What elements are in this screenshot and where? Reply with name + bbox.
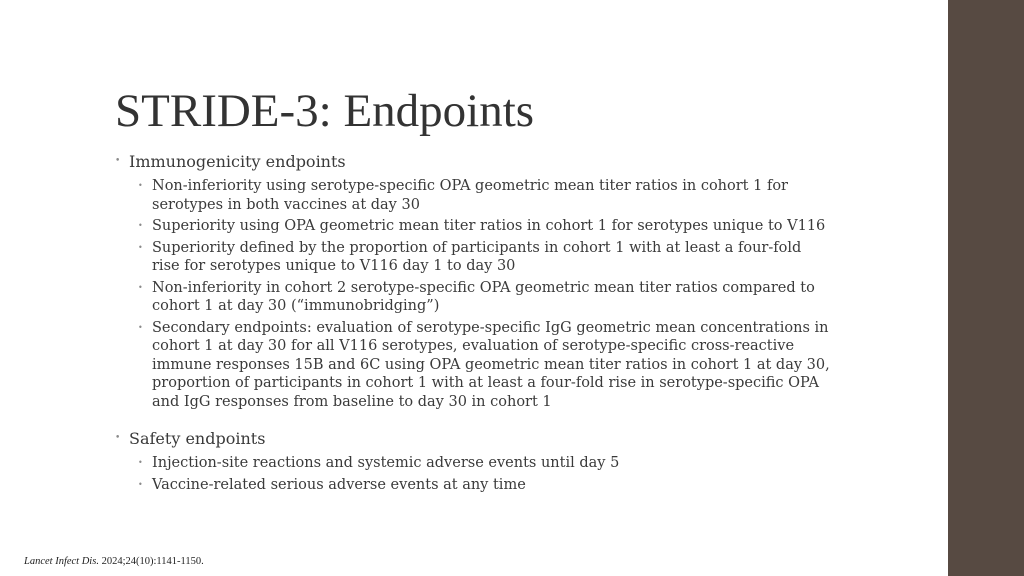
- list-item-text: Superiority defined by the proportion of participants in cohort 1 with at least a four-fold rise for serotypes unique to V116 day 1 to day 30: [152, 239, 802, 274]
- slide-content: [115, 151, 830, 494]
- list-item-text: Injection-site reactions and systemic adverse events until day 5: [152, 455, 620, 471]
- citation-reference: 2024;24(10):1141-1150.: [98, 556, 204, 567]
- bullet-icon: •: [138, 322, 143, 332]
- immunogenicity-section: [115, 151, 830, 411]
- list-item: [129, 319, 830, 412]
- bullet-icon: •: [138, 458, 143, 467]
- immunogenicity-heading: Immunogenicity endpoints: [129, 152, 346, 171]
- bullet-icon: •: [138, 479, 143, 489]
- bullet-icon: •: [138, 282, 143, 292]
- right-accent-bar: [948, 0, 1024, 576]
- list-item: [129, 177, 830, 214]
- safety-list: [129, 454, 830, 494]
- safety-section: [115, 428, 830, 494]
- list-item: [129, 217, 830, 236]
- list-item-text: Superiority using OPA geometric mean titer ratios in cohort 1 for serotypes unique to V116: [152, 218, 826, 234]
- bullet-icon: •: [138, 221, 143, 230]
- list-item-text: Non-inferiority using serotype-specific OPA geometric mean titer ratios in cohort 1 for serotypes in both vaccines at day 30: [152, 178, 788, 213]
- immunogenicity-list: [129, 177, 830, 411]
- slide-title: STRIDE-3: Endpoints: [115, 85, 535, 137]
- safety-heading: Safety endpoints: [129, 429, 266, 448]
- citation: [24, 556, 204, 567]
- list-item: [129, 279, 830, 316]
- bullet-icon: •: [115, 156, 121, 166]
- list-item-text: Secondary endpoints: evaluation of serotype-specific IgG geometric mean concentrations in cohort 1 at day 30 for all V116 serotypes, evaluation of serotype-specific cross-reactive immune responses 15B and 6C using OPA geometric mean titer ratios in cohort 1 at day 30, proportion of participants in cohort 1 with at least a four-fold rise in serotype-specific OPA and IgG responses from baseline to day 30 in cohort 1: [152, 319, 830, 410]
- list-item-text: Non-inferiority in cohort 2 serotype-specific OPA geometric mean titer ratios compared to cohort 1 at day 30 (“immunobridging”): [152, 279, 815, 314]
- list-item-text: Vaccine-related serious adverse events at any time: [152, 476, 526, 493]
- bullet-icon: •: [115, 433, 121, 443]
- list-item: [129, 454, 830, 473]
- list-item: [129, 476, 830, 495]
- list-item: [129, 239, 830, 276]
- bullet-icon: •: [138, 242, 143, 252]
- citation-journal: Lancet Infect Dis.: [24, 556, 99, 567]
- bullet-icon: •: [138, 181, 143, 190]
